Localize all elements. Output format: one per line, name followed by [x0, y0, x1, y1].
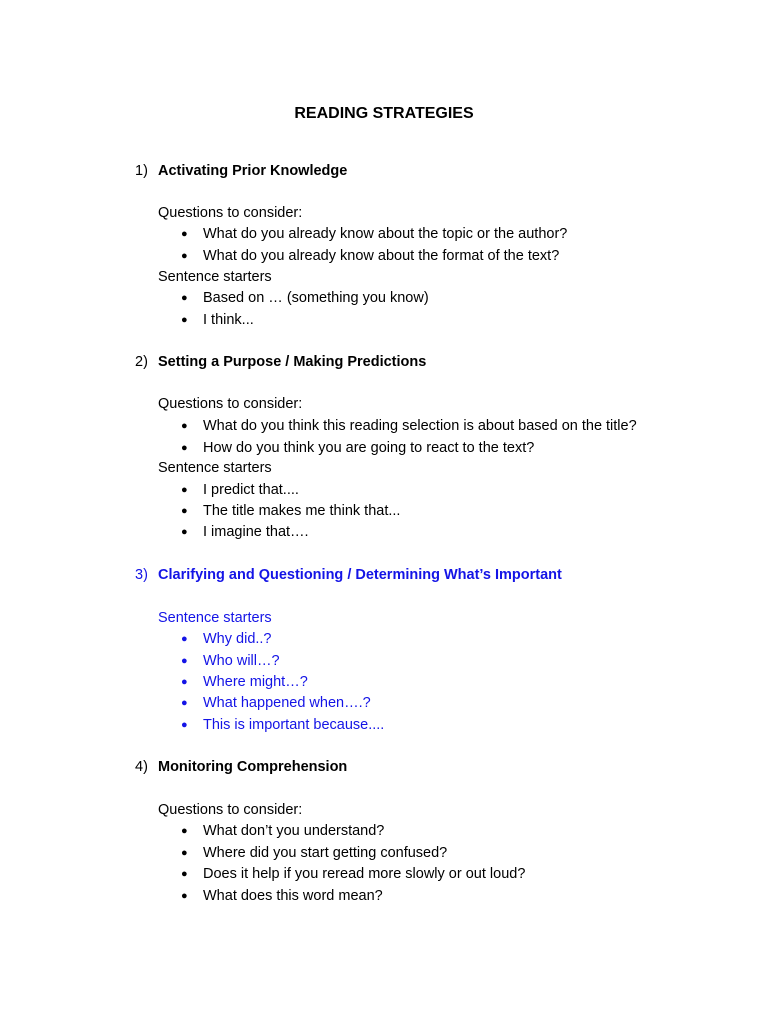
questions-label: Questions to consider: [158, 205, 303, 221]
section-number: 2) [135, 354, 148, 370]
bullet-icon: ● [181, 526, 188, 538]
list-item-text: Based on … (something you know) [203, 290, 429, 306]
bullet-icon: ● [181, 250, 188, 262]
starters-label: Sentence starters [158, 460, 272, 476]
section-title: Monitoring Comprehension [158, 759, 348, 775]
bullet-icon: ● [181, 697, 188, 709]
starters-label: Sentence starters [158, 610, 272, 626]
list-item-text: Where might…? [203, 674, 308, 690]
section-title: Clarifying and Questioning / Determining What’s Important [158, 567, 562, 583]
bullet-icon: ● [181, 655, 188, 667]
questions-label: Questions to consider: [158, 802, 303, 818]
bullet-icon: ● [181, 890, 188, 902]
list-item-text: How do you think you are going to react to the text? [203, 440, 535, 456]
list-item-text: What don’t you understand? [203, 823, 385, 839]
section-number: 1) [135, 163, 148, 179]
page-title: READING STRATEGIES [294, 105, 474, 122]
list-item-text: I think... [203, 312, 254, 328]
section-title: Setting a Purpose / Making Predictions [158, 354, 427, 370]
bullet-icon: ● [181, 228, 188, 240]
starters-label: Sentence starters [158, 269, 272, 285]
list-item-text: The title makes me think that... [203, 503, 401, 519]
bullet-icon: ● [181, 868, 188, 880]
list-item-text: What does this word mean? [203, 888, 383, 904]
list-item-text: What happened when….? [203, 695, 371, 711]
bullet-icon: ● [181, 676, 188, 688]
list-item-text: What do you think this reading selection is about based on the title? [203, 418, 637, 434]
bullet-icon: ● [181, 420, 188, 432]
bullet-icon: ● [181, 633, 188, 645]
list-item-text: What do you already know about the topic or the author? [203, 226, 568, 242]
list-item-text: Who will…? [203, 653, 280, 669]
section-title: Activating Prior Knowledge [158, 163, 348, 179]
bullet-icon: ● [181, 442, 188, 454]
bullet-icon: ● [181, 719, 188, 731]
bullet-icon: ● [181, 825, 188, 837]
list-item-text: I predict that.... [203, 482, 299, 498]
section-number: 4) [135, 759, 148, 775]
section-number: 3) [135, 567, 148, 583]
list-item-text: Why did..? [203, 631, 272, 647]
questions-label: Questions to consider: [158, 396, 303, 412]
bullet-icon: ● [181, 314, 188, 326]
list-item-text: What do you already know about the format of the text? [203, 248, 560, 264]
list-item-text: This is important because.... [203, 717, 385, 733]
bullet-icon: ● [181, 292, 188, 304]
list-item-text: Does it help if you reread more slowly or out loud? [203, 866, 526, 882]
list-item-text: I imagine that…. [203, 524, 309, 540]
list-item-text: Where did you start getting confused? [203, 845, 448, 861]
bullet-icon: ● [181, 484, 188, 496]
bullet-icon: ● [181, 847, 188, 859]
bullet-icon: ● [181, 505, 188, 517]
